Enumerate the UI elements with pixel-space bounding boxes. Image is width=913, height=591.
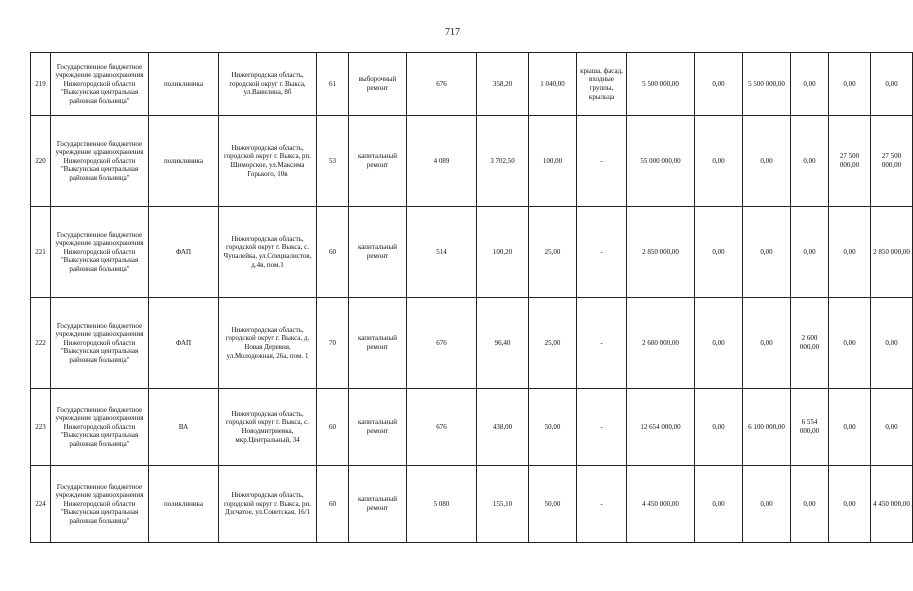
cost-col-2-cell: 0,00 <box>743 116 791 207</box>
total-cost-cell: 55 000 000,00 <box>627 116 695 207</box>
facility-address-cell: Нижегородская область, городской округ г. Выкса, рп. Шиморское, ул.Максима Горького, 10в <box>219 116 317 207</box>
total-cost-cell: 12 654 000,00 <box>627 389 695 466</box>
cost-col-1-cell: 0,00 <box>695 53 743 116</box>
floor-area-cell: 3 702,50 <box>477 116 529 207</box>
repair-volume-cell: 25,00 <box>529 207 577 298</box>
facility-type-cell: поликлиника <box>149 466 219 543</box>
repair-elements-cell: крыша, фасад, входные группы, крыльца <box>577 53 627 116</box>
facilities-table <box>30 52 913 543</box>
institution-name-cell: Государственное бюджетное учреждение здравоохранения Нижегородской области "Выксунская центральная районная больница" <box>51 389 149 466</box>
total-cost-cell: 5 500 000,00 <box>627 53 695 116</box>
cost-col-4-cell: 0,00 <box>829 53 871 116</box>
building-age-cell: 61 <box>317 53 349 116</box>
facility-type-cell: поликлиника <box>149 53 219 116</box>
cost-col-1-cell: 0,00 <box>695 298 743 389</box>
floor-area-cell: 96,40 <box>477 298 529 389</box>
total-cost-cell: 2 850 000,00 <box>627 207 695 298</box>
cost-col-4-cell: 0,00 <box>829 207 871 298</box>
institution-name-cell: Государственное бюджетное учреждение здравоохранения Нижегородской области "Выксунская центральная районная больница" <box>51 53 149 116</box>
cost-col-5-cell: 27 500 000,00 <box>871 116 913 207</box>
cost-col-1-cell: 0,00 <box>695 116 743 207</box>
facility-type-cell: ФАП <box>149 298 219 389</box>
building-age-cell: 60 <box>317 466 349 543</box>
repair-volume-cell: 50,00 <box>529 389 577 466</box>
cost-col-2-cell: 0,00 <box>743 298 791 389</box>
facility-address-cell: Нижегородская область, городской округ г. Выкса, с. Чупалейка, ул.Специалистов, д.4в, пом.1 <box>219 207 317 298</box>
cost-col-2-cell: 0,00 <box>743 207 791 298</box>
cost-rate-cell: 676 <box>407 389 477 466</box>
building-age-cell: 70 <box>317 298 349 389</box>
cost-col-3-cell: 2 600 000,00 <box>791 298 829 389</box>
cost-col-1-cell: 0,00 <box>695 389 743 466</box>
repair-type-cell: капитальный ремонт <box>349 389 407 466</box>
cost-col-4-cell: 0,00 <box>829 466 871 543</box>
repair-volume-cell: 100,00 <box>529 116 577 207</box>
building-age-cell: 60 <box>317 207 349 298</box>
cost-col-3-cell: 0,00 <box>791 207 829 298</box>
cost-col-5-cell: 0,00 <box>871 53 913 116</box>
floor-area-cell: 438,00 <box>477 389 529 466</box>
institution-name-cell: Государственное бюджетное учреждение здравоохранения Нижегородской области "Выксунская центральная районная больница" <box>51 116 149 207</box>
cost-col-3-cell: 0,00 <box>791 466 829 543</box>
cost-rate-cell: 676 <box>407 298 477 389</box>
table-row <box>31 298 913 389</box>
table-body <box>31 53 913 543</box>
cost-col-4-cell: 27 500 000,00 <box>829 116 871 207</box>
facility-type-cell: ВА <box>149 389 219 466</box>
page-number: 717 <box>445 27 460 38</box>
repair-elements-cell: - <box>577 116 627 207</box>
facility-address-cell: Нижегородская область, городской округ г. Выкса, д. Новая Деревня, ул.Молодежная, 26а, пом. 1 <box>219 298 317 389</box>
repair-type-cell: капитальный ремонт <box>349 298 407 389</box>
institution-name-cell: Государственное бюджетное учреждение здравоохранения Нижегородской области "Выксунская центральная районная больница" <box>51 466 149 543</box>
facility-address-cell: Нижегородская область, городской округ г. Выкса, с. Новодмитриевка, мкр.Центральный, 34 <box>219 389 317 466</box>
cost-col-3-cell: 0,00 <box>791 53 829 116</box>
table-row <box>31 116 913 207</box>
table-row <box>31 466 913 543</box>
repair-elements-cell: - <box>577 298 627 389</box>
cost-col-5-cell: 4 450 000,00 <box>871 466 913 543</box>
cost-rate-cell: 514 <box>407 207 477 298</box>
table-row <box>31 207 913 298</box>
row-number-cell: 224 <box>31 466 51 543</box>
row-number-cell: 222 <box>31 298 51 389</box>
institution-name-cell: Государственное бюджетное учреждение здравоохранения Нижегородской области "Выксунская центральная районная больница" <box>51 298 149 389</box>
floor-area-cell: 155,10 <box>477 466 529 543</box>
institution-name-cell: Государственное бюджетное учреждение здравоохранения Нижегородской области "Выксунская центральная районная больница" <box>51 207 149 298</box>
cost-col-1-cell: 0,00 <box>695 466 743 543</box>
row-number-cell: 221 <box>31 207 51 298</box>
facility-type-cell: поликлиника <box>149 116 219 207</box>
cost-col-1-cell: 0,00 <box>695 207 743 298</box>
cost-col-4-cell: 0,00 <box>829 298 871 389</box>
repair-volume-cell: 25,00 <box>529 298 577 389</box>
repair-type-cell: капитальный ремонт <box>349 207 407 298</box>
repair-elements-cell: - <box>577 207 627 298</box>
repair-elements-cell: - <box>577 389 627 466</box>
total-cost-cell: 4 450 000,00 <box>627 466 695 543</box>
building-age-cell: 53 <box>317 116 349 207</box>
building-age-cell: 60 <box>317 389 349 466</box>
cost-rate-cell: 676 <box>407 53 477 116</box>
repair-volume-cell: 50,00 <box>529 466 577 543</box>
repair-type-cell: выборочный ремонт <box>349 53 407 116</box>
row-number-cell: 220 <box>31 116 51 207</box>
repair-type-cell: капитальный ремонт <box>349 116 407 207</box>
row-number-cell: 223 <box>31 389 51 466</box>
repair-volume-cell: 1 040,00 <box>529 53 577 116</box>
cost-col-4-cell: 0,00 <box>829 389 871 466</box>
repair-elements-cell: - <box>577 466 627 543</box>
cost-rate-cell: 5 080 <box>407 466 477 543</box>
cost-col-5-cell: 0,00 <box>871 298 913 389</box>
table-row <box>31 389 913 466</box>
row-number-cell: 219 <box>31 53 51 116</box>
facility-address-cell: Нижегородская область, городской округ г. Выкса, ул.Вавилина, 8б <box>219 53 317 116</box>
repair-type-cell: капитальный ремонт <box>349 466 407 543</box>
cost-col-3-cell: 0,00 <box>791 116 829 207</box>
cost-col-2-cell: 0,00 <box>743 466 791 543</box>
cost-col-2-cell: 6 100 000,00 <box>743 389 791 466</box>
cost-col-2-cell: 5 500 000,00 <box>743 53 791 116</box>
table-row <box>31 53 913 116</box>
floor-area-cell: 100,20 <box>477 207 529 298</box>
cost-col-5-cell: 0,00 <box>871 389 913 466</box>
facility-address-cell: Нижегородская область, городской округ г. Выкса, рп. Дзсчатое, ул.Советская, 16/1 <box>219 466 317 543</box>
cost-col-5-cell: 2 850 000,00 <box>871 207 913 298</box>
total-cost-cell: 2 600 000,00 <box>627 298 695 389</box>
cost-col-3-cell: 6 554 000,00 <box>791 389 829 466</box>
cost-rate-cell: 4 089 <box>407 116 477 207</box>
facility-type-cell: ФАП <box>149 207 219 298</box>
floor-area-cell: 358,20 <box>477 53 529 116</box>
